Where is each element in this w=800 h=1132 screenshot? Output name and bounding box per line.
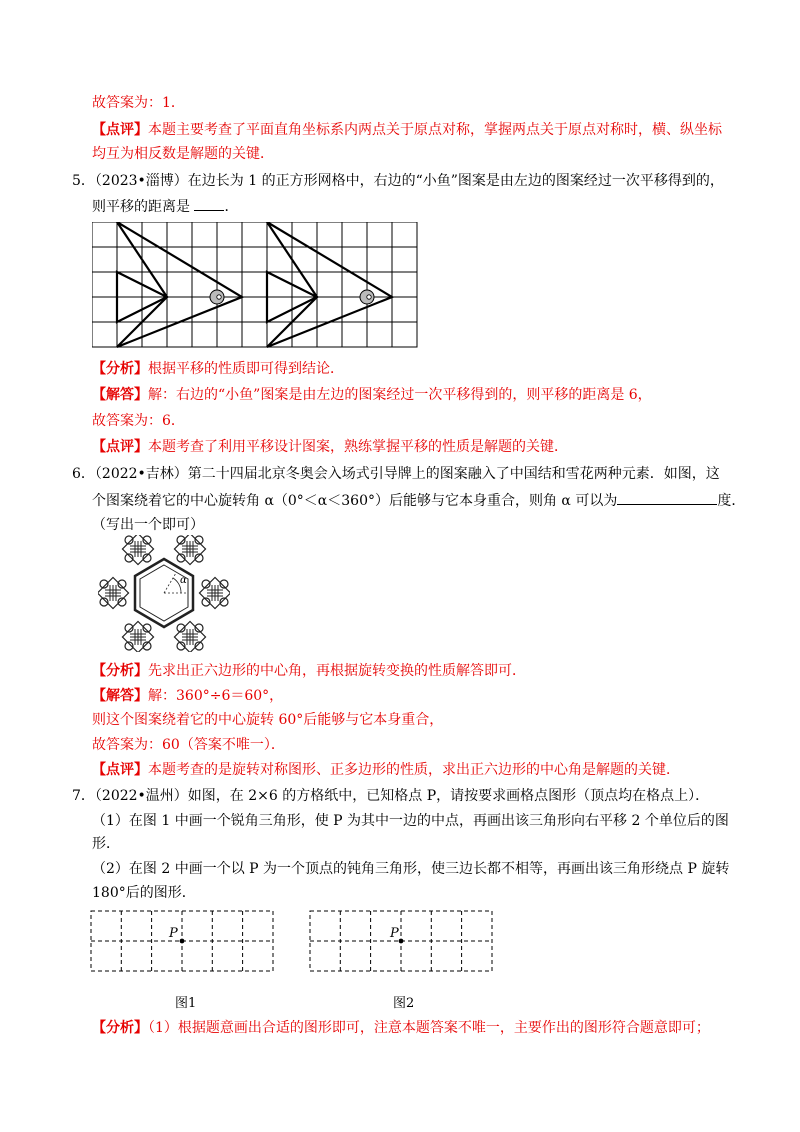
- q5-text-2: 则平移的距离是: [92, 199, 190, 215]
- right-fish-body: [267, 222, 392, 347]
- analysis-tag: 【分析】: [92, 361, 148, 377]
- q5-answer: 故答案为：6．: [92, 413, 185, 429]
- q5-answer-blank[interactable]: [194, 196, 224, 211]
- q7-part1-line-1: （1）在图 1 中画一个锐角三角形，使 P 为其中一边的中点，再画出该三角形向右平移 2 个单位后的图: [92, 813, 729, 829]
- q5-text: （2023•淄博）在边长为 1 的正方形网格中，右边的“小鱼”图案是由左边的图案经过一次平移得到的，: [94, 173, 724, 189]
- figure-1-caption: 图1: [175, 996, 197, 1011]
- q7-number: 7．: [72, 788, 95, 804]
- q7-part2-line-1: （2）在图 2 中画一个以 P 为一个顶点的钝角三角形，使三边长都不相等，再画出该三角形绕点 P 旋转: [92, 861, 730, 877]
- q6-text-2: 个图案绕着它的中心旋转角 α（0°＜α＜360°）后能够与它本身重合，则角 α 可以为: [92, 493, 618, 509]
- left-fish-body: [117, 222, 242, 347]
- q5-fish-grid-figure: [92, 222, 422, 350]
- solution-tag: 【解答】: [92, 387, 148, 403]
- figure-1-point-p: P: [169, 926, 178, 941]
- q6-solution-2: 则这个图案绕着它的中心旋转 60°后能够与它本身重合，: [92, 712, 444, 728]
- q6-analysis: [92, 661, 526, 681]
- review-tag: 【点评】: [92, 122, 148, 138]
- prev-answer: 故答案为：1．: [92, 95, 185, 111]
- q6-stem-line-1: [72, 464, 720, 484]
- figure-2-point-p: P: [390, 926, 399, 941]
- q6-solution: [92, 686, 283, 706]
- q6-chinese-knot-snowflake-figure: [98, 535, 230, 652]
- analysis-text: 先求出正六边形的中心角，再根据旋转变换的性质解答即可．: [148, 663, 526, 679]
- q7-part1-line-2: 形．: [92, 836, 120, 852]
- alpha-label: α: [180, 575, 187, 586]
- solution-text: 解：右边的“小鱼”图案是由左边的图案经过一次平移得到的，则平移的距离是 6，: [148, 387, 652, 403]
- q5-stem-line-2: [92, 196, 238, 217]
- q7-stem-line-1: [72, 786, 709, 806]
- q6-answer: 故答案为：60（答案不唯一）．: [92, 737, 285, 753]
- prev-review-line-2: 均互为相反数是解题的关键．: [92, 146, 274, 162]
- q6-stem-line-2: [92, 490, 745, 511]
- review-text: 本题主要考查了平面直角坐标系内两点关于原点对称，掌握两点关于原点对称时，横、纵坐标: [148, 122, 722, 138]
- q5-stem-line-1: [72, 171, 724, 191]
- review-text: 本题考查了利用平移设计图案，熟练掌握平移的性质是解题的关键．: [148, 439, 568, 455]
- q5-analysis: [92, 359, 344, 379]
- solution-tag: 【解答】: [92, 688, 148, 704]
- q7-text: （2022•温州）如图，在 2×6 的方格纸中，已知格点 P，请按要求画格点图形（顶点均在格点上）．: [94, 788, 710, 804]
- q7-part2-line-2: 180°后的图形．: [92, 885, 196, 901]
- q5-solution: [92, 385, 652, 405]
- q5-review: [92, 437, 568, 457]
- review-tag: 【点评】: [92, 439, 148, 455]
- q7-analysis: [92, 1018, 710, 1038]
- analysis-text: （1）根据题意画出合适的图形即可，注意本题答案不唯一，主要作出的图形符合题意即可；: [148, 1020, 710, 1036]
- analysis-tag: 【分析】: [92, 663, 148, 679]
- q6-answer-blank[interactable]: [617, 490, 717, 505]
- solution-text: 解：360°÷6＝60°，: [148, 688, 284, 704]
- q6-review: [92, 760, 680, 780]
- analysis-tag: 【分析】: [92, 1020, 148, 1036]
- prev-review-line-1: [92, 120, 722, 140]
- q6-text: （2022•吉林）第二十四届北京冬奥会入场式引导牌上的图案融入了中国结和雪花两种元素．如图，这: [94, 466, 720, 482]
- q7-figure-1-grid: [90, 908, 276, 974]
- q6-text-2-end: 度．: [717, 493, 746, 509]
- analysis-text: 根据平移的性质即可得到结论．: [148, 361, 344, 377]
- q6-stem-line-3: （写出一个即可）: [92, 517, 204, 533]
- q5-text-2-end: ．: [224, 199, 239, 215]
- q7-figure-2-grid: [309, 908, 495, 974]
- q5-number: 5．: [72, 173, 95, 189]
- review-text: 本题考查的是旋转对称图形、正多边形的性质，求出正六边形的中心角是解题的关键．: [148, 762, 680, 778]
- figure-2-caption: 图2: [393, 996, 415, 1011]
- review-tag: 【点评】: [92, 762, 148, 778]
- q6-number: 6．: [72, 466, 95, 482]
